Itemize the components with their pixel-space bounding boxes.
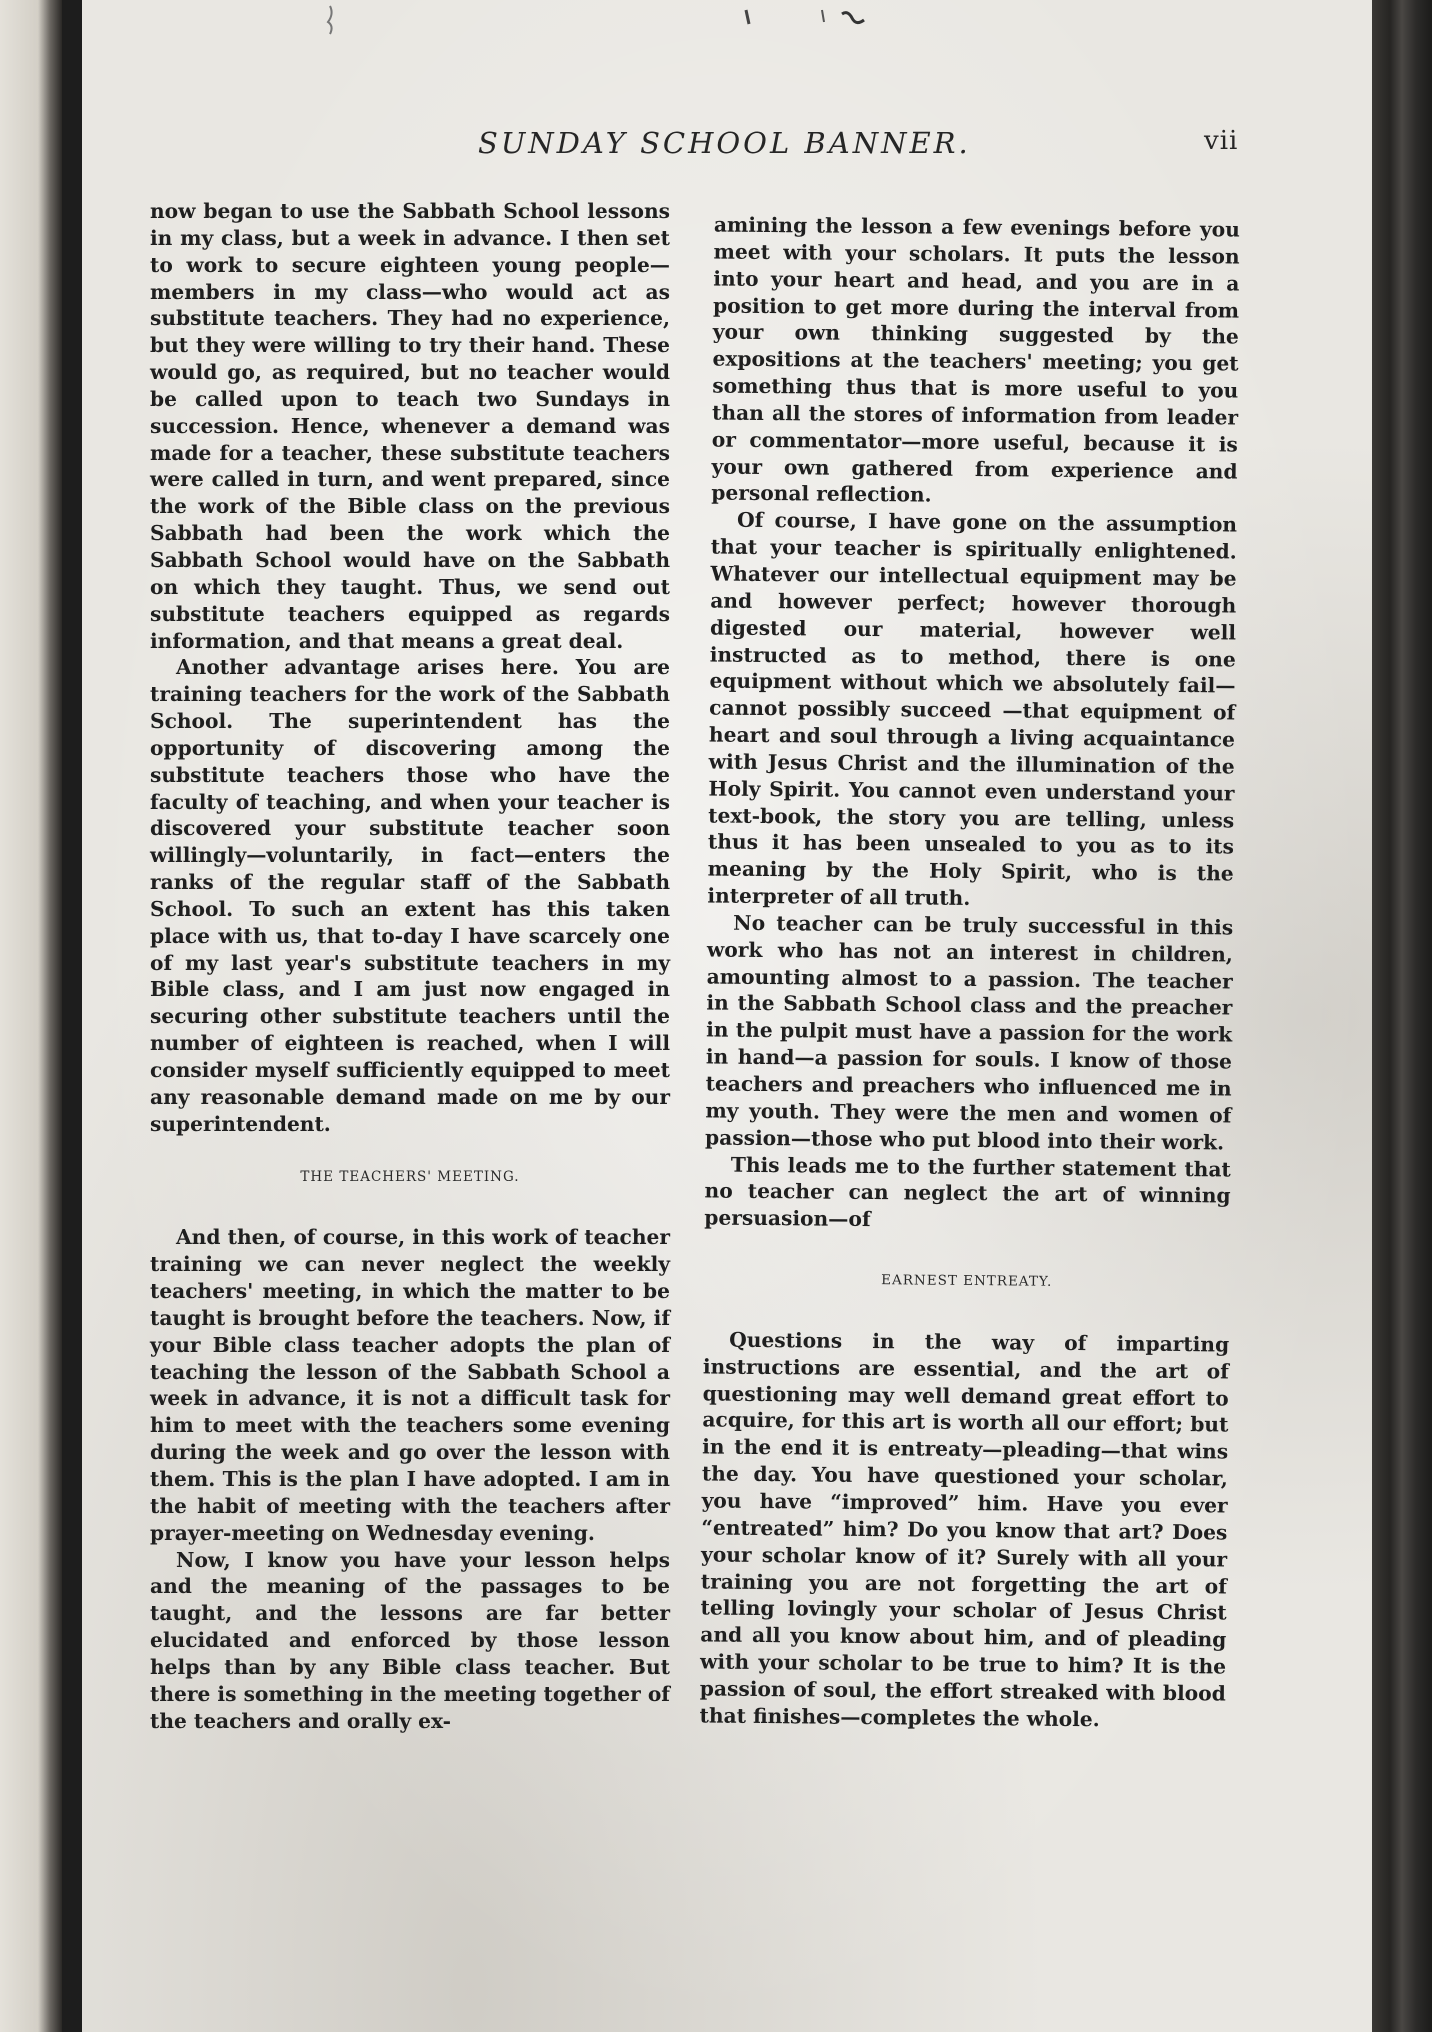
paragraph: now began to use the Sabbath School lessons in my class, but a week in advance. I then set to work to secure eighteen young people—members in my class—who would act as substitute teachers. They had no experience, but they were willing to try their hand. These would go, as required, but no teacher would be called upon to teach two Sundays in succession. Hence, whenever a demand was made for a teacher, these substitute teachers were called in turn, and went prepared, since the work of the Bible class on the previous Sabbath had been the work which the Sabbath School would have on the Sabbath on which they taught. Thus, we send out substitute teachers equipped as regards information, and that means a great deal. (150, 199, 670, 653)
paragraph: amining the lesson a few evenings before you meet with your scholars. It puts the lesson into your heart and head, and you are in a position to get more during the interval from your own thinking suggested by the expositions at the teachers' meeting; you get something thus that is more useful to you than all the stores of information from leader or commentator—more useful, because it is your own gathered from experience and personal reflection. (711, 212, 1240, 508)
paragraph: No teacher can be truly successful in this work who has not an interest in children, amounting almost to a passion. The teacher in the Sabbath School class and the preacher in the pulpit must have a passion for the work in hand—a passion for souls. I know of those teachers and preachers who influenced me in my youth. They were the men and women of passion—those who put blood into their work. (705, 910, 1234, 1155)
left-text-column (150, 198, 670, 1734)
paragraph: Another advantage arises here. You are training teachers for the work of the Sabbath School. The superintendent has the opportunity of discovering among the substitute teachers those who have the faculty of teaching, and when your teacher is discovered your substitute teacher soon willingly—voluntarily, in fact—enters the ranks of the regular staff of the Sabbath School. To such an extent has this taken place with us, that to-day I have scarcely one of my last year's substitute teachers in my Bible class, and I am just now engaged in securing other substitute teachers until the number of eighteen is reached, when I will consider myself sufficiently equipped to meet any reasonable demand made on me by our superintendent. (150, 655, 670, 1136)
paragraph: Now, I know you have your lesson helps and the meaning of the passages to be taught, and the lessons are far better elucidated and enforced by those lesson helps than by any Bible class teacher. But there is something in the meeting together of the teachers and orally ex- (150, 1547, 670, 1733)
running-title: SUNDAY SCHOOL BANNER. (478, 126, 971, 160)
page-number: vii (1204, 126, 1239, 156)
paragraph: This leads me to the further statement that no teacher can neglect the art of winning persuasion—of (704, 1152, 1231, 1232)
previous-page-edge (0, 0, 62, 2032)
section-heading: THE TEACHERS' MEETING. (300, 1168, 520, 1185)
paragraph: And then, of course, in this work of teacher training we can never neglect the weekly teachers' meeting, in which the matter to be taught is brought before the teachers. Now, if your Bible class teacher adopts the plan of teaching the lesson of the Sabbath School a week in advance, it is not a difficult task for him to meet with the teachers some evening during the week and go over the lesson with them. This is the plan I have adopted. I am in the habit of meeting with the teachers after prayer-meeting on Wednesday evening. (150, 1225, 670, 1545)
paragraph: Of course, I have gone on the assumption that your teacher is spiritually enlightened. Whatever our intellectual equipment may be and however perfect; however thorough digested our material, however well instructed as to method, there is one equipment without which we absolutely fail—cannot possibly succeed —that equipment of heart and soul through a living acquaintance with Jesus Christ and the illumination of the Holy Spirit. You cannot even understand your text-book, the story you are telling, unless thus it has been unsealed to you as to its meaning by the Holy Spirit, who is the interpreter of all truth. (707, 507, 1238, 911)
book-binding-edge (1372, 0, 1432, 2032)
section-heading: EARNEST ENTREATY. (881, 1272, 1053, 1290)
right-text-column (699, 211, 1240, 1734)
paragraph: Questions in the way of imparting instructions are essential, and the art of questioning may well demand great effort to acquire, for this art is worth all our effort; but in the end it is entreaty—pleading—that wins the day. You have questioned your scholar, you have “improved” him. Have you ever “entreated” him? Do you know that art? Does your scholar know of it? Surely with all your training you are not forgetting the art of telling lovingly your scholar of Jesus Christ and all you know about him, and of pleading with your scholar to be true to him? It is the passion of soul, the effort streaked with blood that finishes—completes the whole. (699, 1327, 1230, 1731)
